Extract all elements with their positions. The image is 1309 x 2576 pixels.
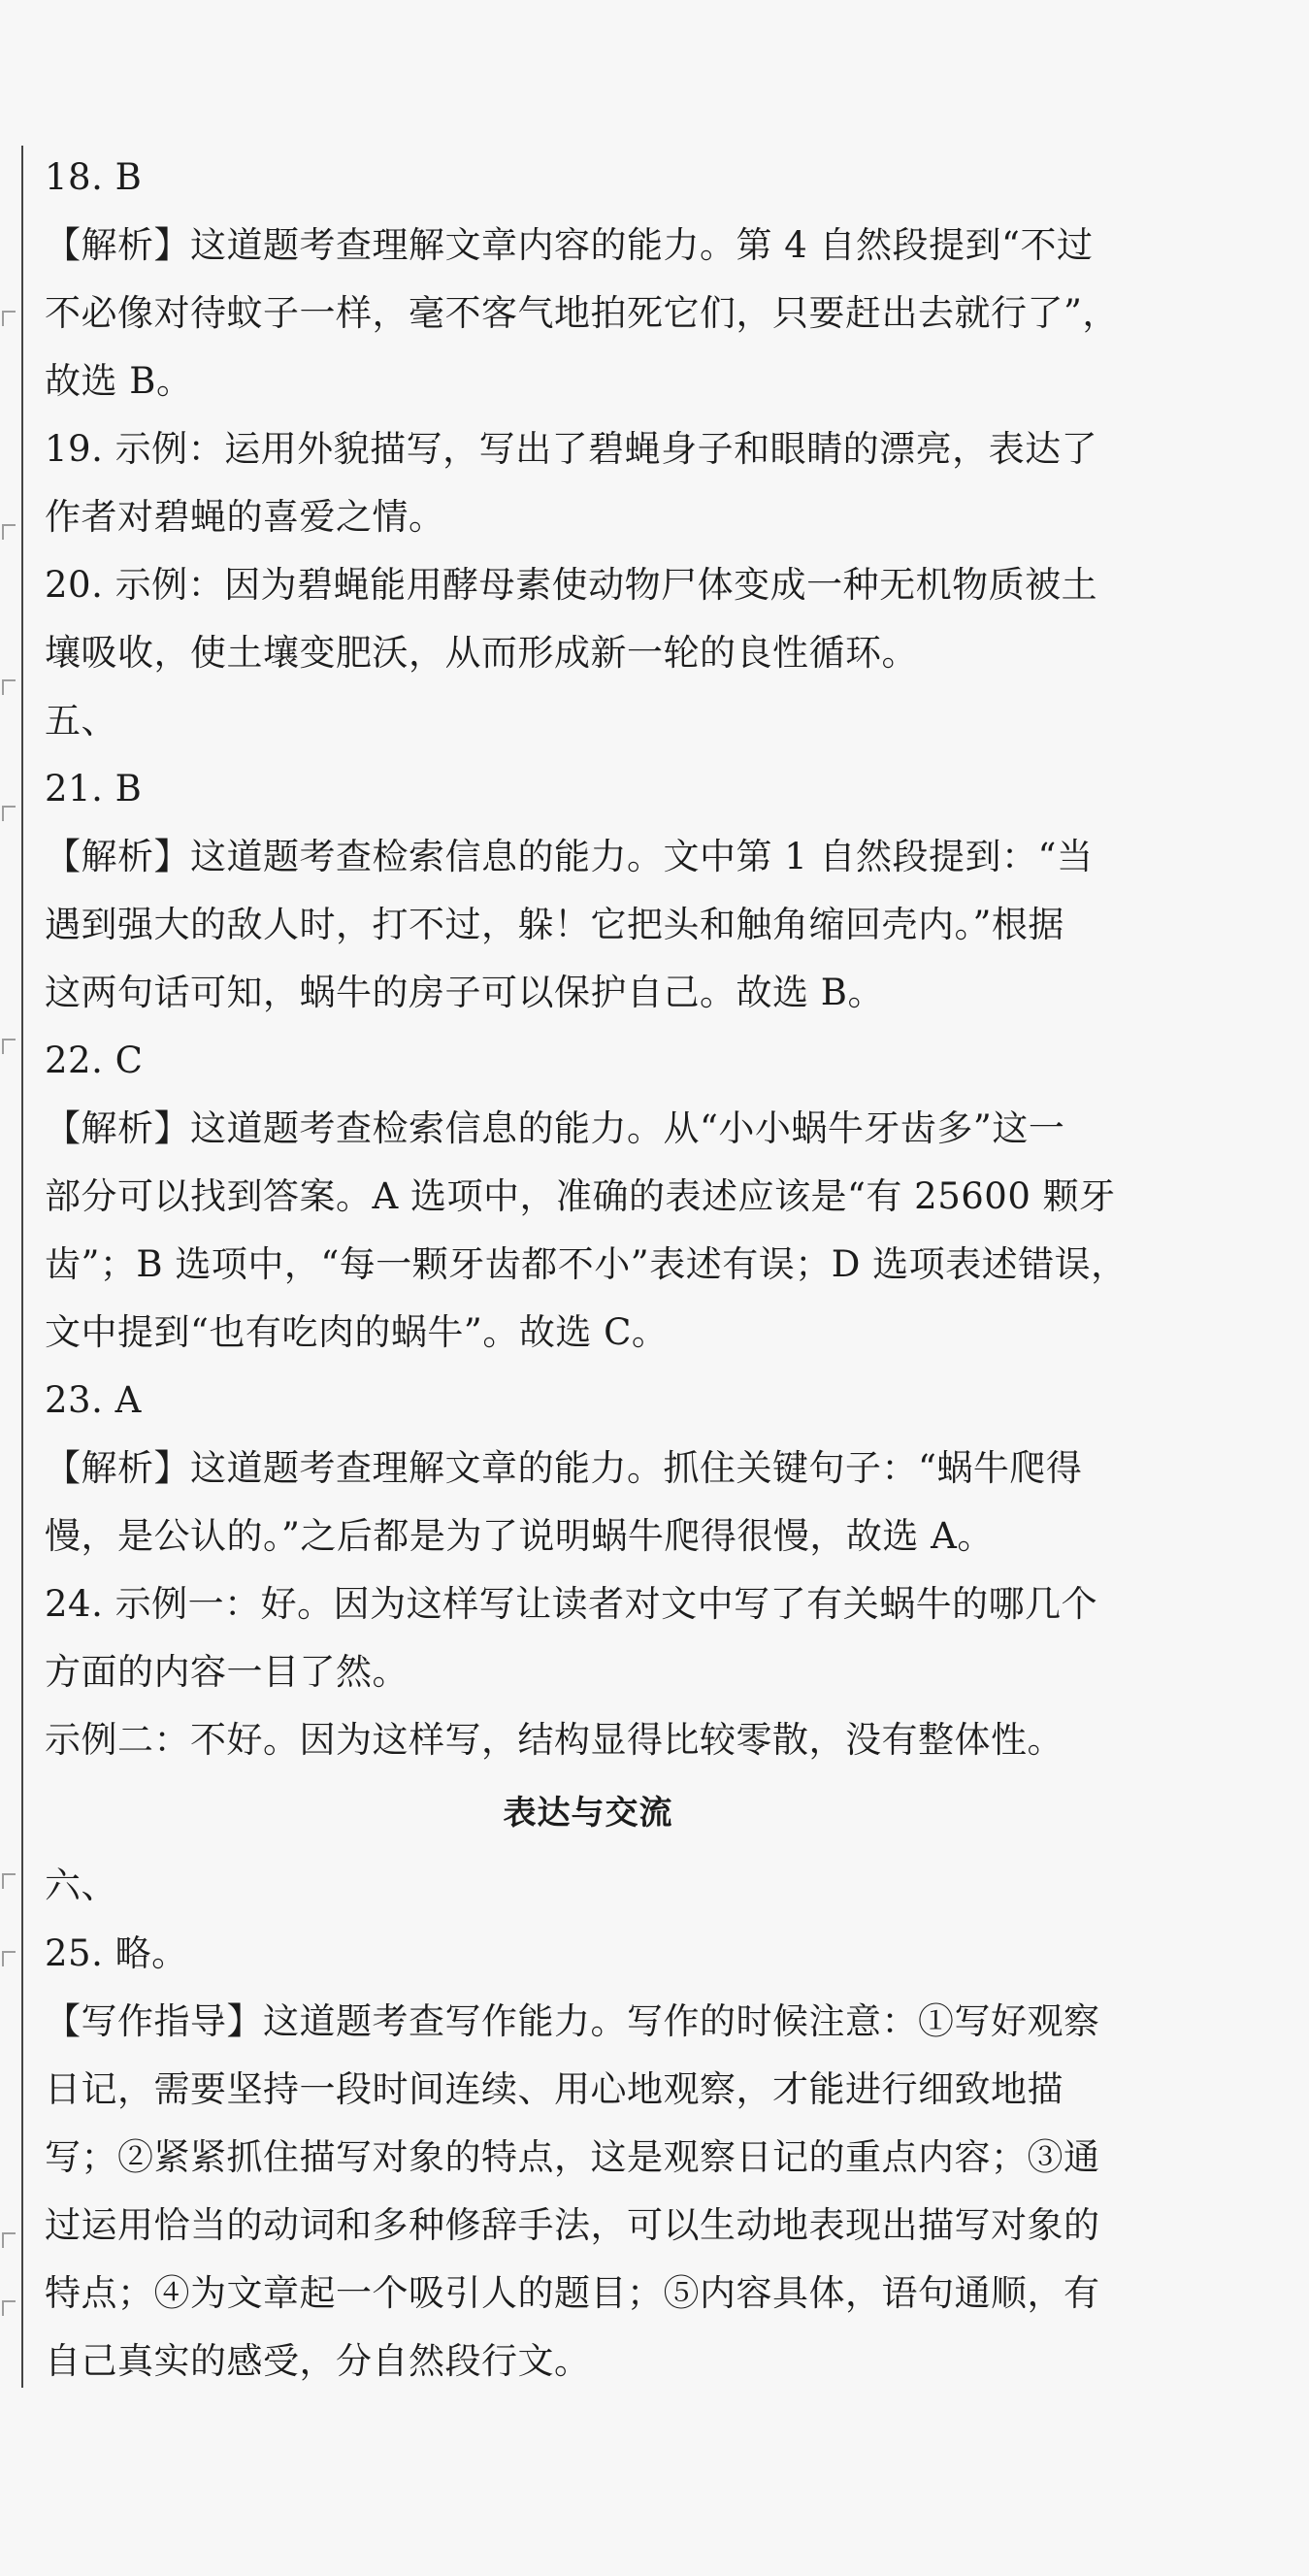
text-line: 自己真实的感受，分自然段行文。 (45, 2340, 591, 2382)
text-line: 21. B (45, 768, 143, 809)
text-line: 【解析】这道题考查检索信息的能力。文中第 1 自然段提到：“当 (45, 836, 1094, 877)
binding-margin-line (21, 146, 23, 2388)
answer-content (45, 144, 1131, 2395)
text-line: 【解析】这道题考查检索信息的能力。从“小小蜗牛牙齿多”这一 (45, 1107, 1065, 1149)
text-line: 【解析】这道题考查理解文章的能力。抓住关键句子：“蜗牛爬得 (45, 1447, 1083, 1489)
text-line: 过运用恰当的动词和多种修辞手法，可以生动地表现出描写对象的 (45, 2204, 1100, 2246)
text-line: 作者对碧蝇的喜爱之情。 (45, 496, 445, 538)
text-line: 部分可以找到答案。A 选项中，准确的表述应该是“有 25600 颗牙 (45, 1175, 1116, 1217)
text-line: 遇到强大的敌人时，打不过，躲！它把头和触角缩回壳内。”根据 (45, 904, 1064, 945)
text-line: 这两句话可知，蜗牛的房子可以保护自己。故选 B。 (45, 972, 884, 1013)
text-line: 日记，需要坚持一段时间连续、用心地观察，才能进行细致地描 (45, 2068, 1064, 2110)
section-title: 表达与交流 (503, 1794, 673, 1833)
text-line: 22. C (45, 1040, 144, 1081)
binding-margin-marks (0, 0, 19, 2576)
text-line: 五、 (45, 700, 117, 742)
text-line: 特点；④为文章起一个吸引人的题目；⑤内容具体，语句通顺，有 (45, 2272, 1100, 2314)
text-line: 方面的内容一目了然。 (45, 1651, 409, 1693)
text-line: 齿”；B 选项中，“每一颗牙齿都不小”表述有误；D 选项表述错误， (45, 1243, 1128, 1285)
text-line: 20. 示例：因为碧蝇能用酵母素使动物尸体变成一种无机物质被土 (45, 564, 1098, 606)
text-line: 故选 B。 (45, 360, 193, 402)
text-line: 六、 (45, 1865, 117, 1906)
text-line: 24. 示例一：好。因为这样写让读者对文中写了有关蜗牛的哪几个 (45, 1583, 1098, 1625)
text-line: 文中提到“也有吃肉的蜗牛”。故选 C。 (45, 1311, 669, 1353)
text-line: 慢，是公认的。”之后都是为了说明蜗牛爬得很慢，故选 A。 (45, 1515, 994, 1557)
text-line: 19. 示例：运用外貌描写，写出了碧蝇身子和眼睛的漂亮，表达了 (45, 428, 1098, 470)
text-line: 【写作指导】这道题考查写作能力。写作的时候注意：①写好观察 (45, 2000, 1100, 2042)
text-line: 23. A (45, 1379, 142, 1421)
text-line: 18. B (45, 156, 143, 198)
text-line: 不必像对待蚊子一样，毫不客气地拍死它们，只要赶出去就行了”， (45, 292, 1119, 334)
text-line: 25. 略。 (45, 1932, 188, 1974)
text-line: 壤吸收，使土壤变肥沃，从而形成新一轮的良性循环。 (45, 632, 918, 674)
text-line: 示例二：不好。因为这样写，结构显得比较零散，没有整体性。 (45, 1719, 1064, 1761)
text-line: 【解析】这道题考查理解文章内容的能力。第 4 自然段提到“不过 (45, 224, 1094, 266)
text-line: 写；②紧紧抓住描写对象的特点，这是观察日记的重点内容；③通 (45, 2136, 1100, 2178)
